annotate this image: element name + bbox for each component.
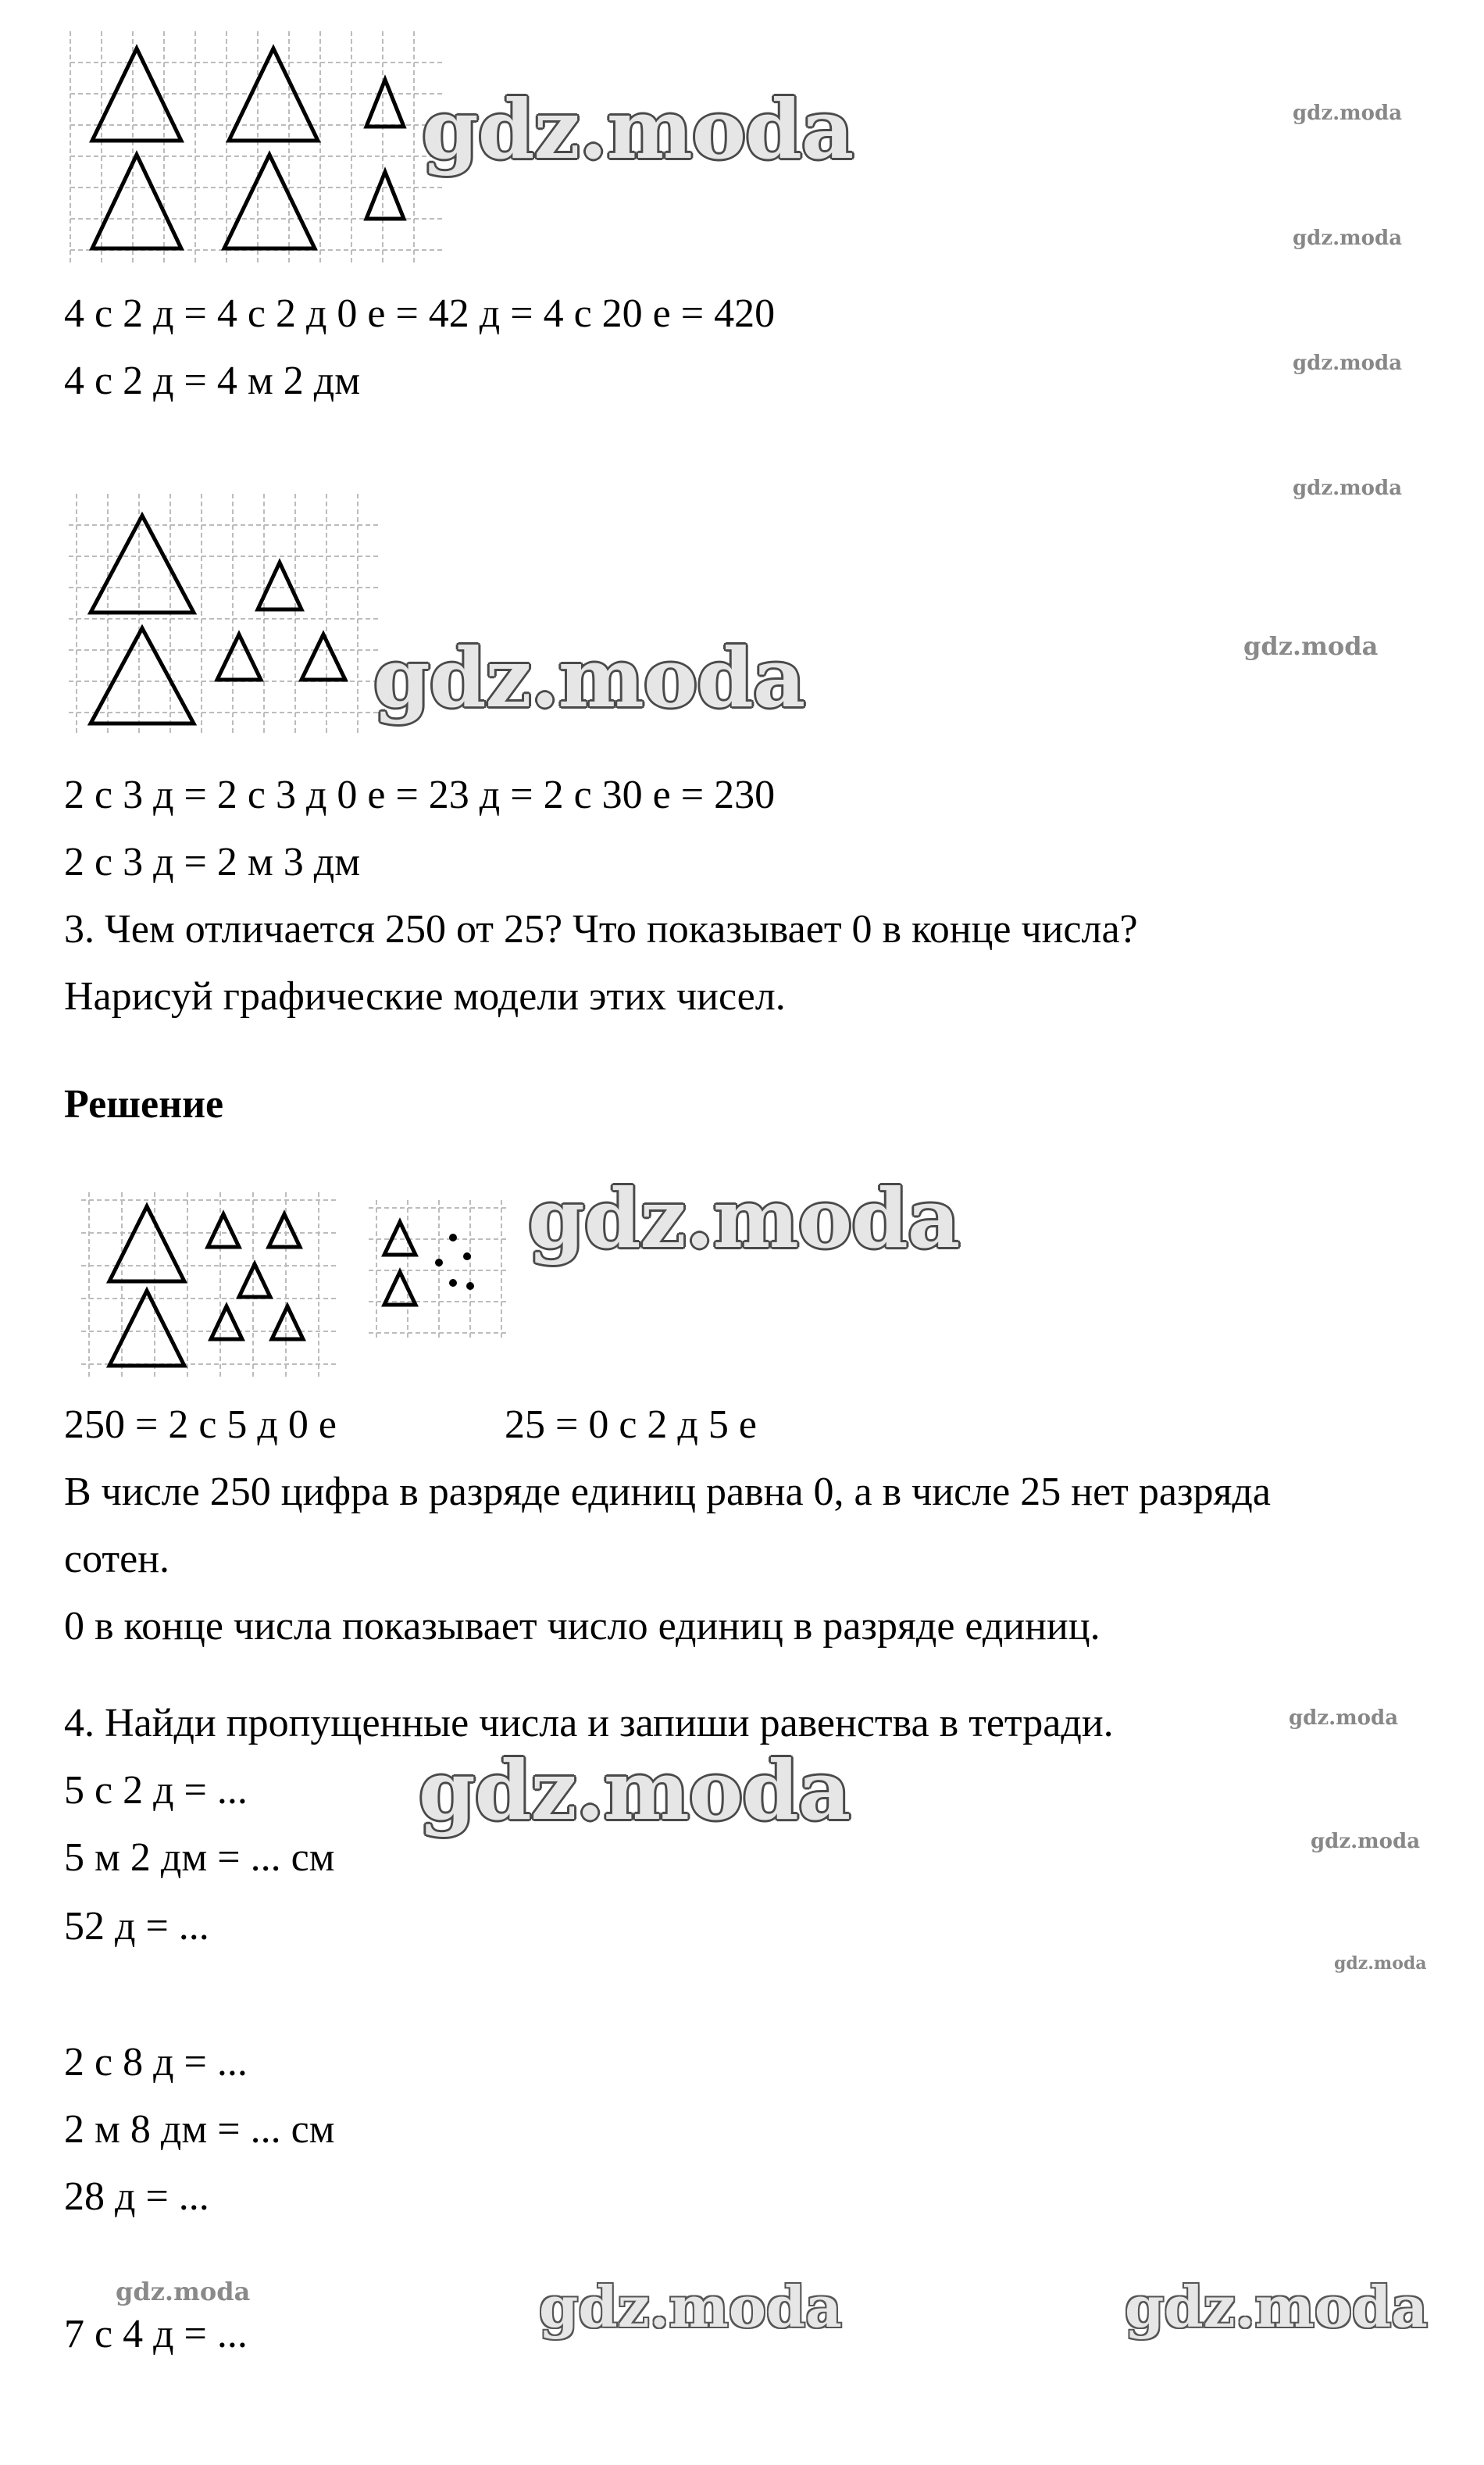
unit-dot [466, 1282, 474, 1290]
exercise-line: 5 с 2 д = ... [64, 1768, 248, 1813]
equation-line: 4 с 2 д = 4 с 2 д 0 е = 42 д = 4 с 20 е = 420 [64, 291, 776, 336]
exercise-line: 52 д = ... [64, 1904, 209, 1949]
answer-line: 0 в конце числа показывает число единиц в разряде единиц. [64, 1604, 1101, 1649]
small-triangle [366, 80, 404, 127]
unit-dot [449, 1234, 457, 1241]
large-triangle [91, 516, 194, 613]
expansion-250: 250 = 2 с 5 д 0 е [64, 1402, 337, 1447]
figure-model-25 [369, 1200, 509, 1341]
answer-line: В числе 250 цифра в разряде единиц равна 0, а в числе 25 нет разряда [64, 1470, 1271, 1514]
figure-model-250 [81, 1192, 339, 1380]
watermark-small: gdz.moda [116, 2277, 251, 2306]
unit-dot [463, 1252, 471, 1260]
equation-line: 4 с 2 д = 4 м 2 дм [64, 359, 361, 403]
large-triangle [109, 1206, 184, 1281]
watermark-small: gdz.moda [1293, 227, 1403, 250]
expansion-25: 25 = 0 с 2 д 5 е [505, 1402, 757, 1447]
watermark: gdz.moda [528, 1170, 960, 1266]
watermark: gdz.moda [419, 1742, 851, 1838]
watermark-small: gdz.moda [1311, 1830, 1421, 1853]
grid-lines [81, 1192, 339, 1380]
equation-line: 2 с 3 д = 2 с 3 д 0 е = 23 д = 2 с 30 е = 230 [64, 773, 776, 817]
exercise-line: 28 д = ... [64, 2174, 209, 2219]
watermark-small: gdz.moda [1243, 631, 1379, 661]
large-triangle [224, 155, 315, 248]
large-triangle [109, 1291, 184, 1366]
solution-heading: Решение [64, 1082, 224, 1127]
large-triangle [91, 628, 194, 723]
equation-line: 2 с 3 д = 2 м 3 дм [64, 840, 361, 884]
watermark: gdz.moda [1125, 2274, 1428, 2340]
small-triangle [258, 563, 301, 609]
watermark: gdz.moda [373, 630, 805, 726]
small-triangle [272, 1306, 303, 1339]
task-4-question: 4. Найди пропущенные числа и запиши равенства в тетради. [64, 1701, 1114, 1745]
small-triangle [239, 1264, 270, 1297]
task-3-question: 3. Чем отличается 250 от 25? Что показывает 0 в конце числа? [64, 907, 1138, 952]
answer-line: сотен. [64, 1537, 170, 1581]
small-triangle [384, 1272, 416, 1305]
exercise-line: 5 м 2 дм = ... см [64, 1835, 335, 1880]
small-triangle [366, 172, 404, 219]
watermark: gdz.moda [539, 2274, 842, 2340]
watermark-small: gdz.moda [1293, 477, 1403, 500]
exercise-line: 7 с 4 д = ... [64, 2312, 248, 2356]
small-triangle [217, 634, 261, 680]
unit-dot [435, 1259, 443, 1266]
small-triangle [208, 1214, 239, 1247]
small-triangle [269, 1214, 300, 1247]
figure-model-420 [62, 31, 453, 266]
large-triangle [92, 155, 181, 248]
exercise-line: 2 м 8 дм = ... см [64, 2107, 335, 2152]
grid-lines [69, 494, 381, 736]
small-triangle [301, 634, 345, 680]
unit-dot [449, 1279, 457, 1287]
task-3-instruction: Нарисуй графические модели этих чисел. [64, 974, 786, 1019]
watermark-small: gdz.moda [1293, 102, 1403, 125]
small-triangle [211, 1306, 242, 1339]
grid-lines [369, 1200, 509, 1341]
exercise-line: 2 с 8 д = ... [64, 2040, 248, 2085]
watermark-small: gdz.moda [1334, 1953, 1427, 1974]
watermark-small: gdz.moda [1293, 352, 1403, 375]
watermark: gdz.moda [422, 81, 854, 177]
watermark-small: gdz.moda [1289, 1706, 1399, 1730]
